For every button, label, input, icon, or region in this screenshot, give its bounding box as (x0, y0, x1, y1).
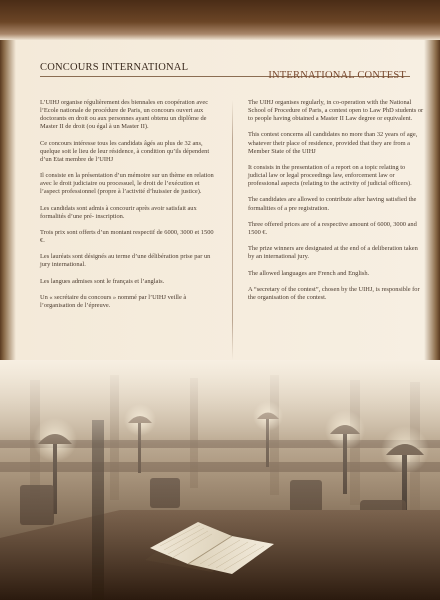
en-paragraph: It consists in the presentation of a report on a topic relating to judicial law or legal proceedings law, enforcement law or professional aspects (relating to the activity of judicial officers). (248, 163, 412, 188)
fr-paragraph: Il consiste en la présentation d’un mémoire sur un thème en relation avec le droit judiciaire ou processuel, le droit de l’exécution et l’aspect professionnel (propre à l’activité d’huissier de justice). (40, 172, 214, 196)
fr-paragraph: Les candidats sont admis à concourir après avoir satisfait aux formalités d’une pré- inscription. (40, 204, 197, 220)
fr-paragraph: Ce concours intéresse tous les candidats âgés au plus de 32 ans, quelque soit le lieu de leur résidence, à condition qu’ils dépendent d’un Etat membre de l’UIHJ (40, 139, 210, 163)
en-paragraph: The candidates are allowed to contribute after having satisfied the formalities of a pre registration. (248, 196, 417, 212)
heading-french: CONCOURS INTERNATIONAL (40, 62, 189, 73)
fr-paragraph: L’UIHJ organise régulièrement des biennales en coopération avec l’Ecole nationale de procédure de Paris, un concours ouvert aux doctorants en droit ou aux personnes ayant obtenu un diplôme de Master II de droit (ou égal à un Master II). (40, 99, 209, 131)
en-paragraph: Three offered prices are of a respective amount of 6000, 3000 and 1500 €. (248, 220, 417, 236)
english-column (248, 99, 424, 310)
top-header-band (0, 0, 440, 40)
library-illustration (0, 360, 440, 600)
french-column (40, 99, 216, 318)
fr-paragraph: Les lauréats sont désignés au terme d’une délibération prise par un jury international. (40, 253, 211, 269)
en-paragraph: The allowed languages are French and English. (248, 269, 370, 277)
en-paragraph: The UIHJ organises regularly, in co-operation with the National School of Procedure of Paris, a contest open to Law PhD students or to people having obtained a Master II Law degree or equivalent. (248, 99, 424, 123)
fr-paragraph: Les langues admises sont le français et l’anglais. (40, 277, 165, 285)
en-paragraph: The prize winners are designated at the end of a deliberation taken by an international jury. (248, 245, 418, 261)
en-paragraph: This contest concerns all candidates no more than 32 years of age, whatever their place of residence, provided that they are from a Member State of the UIHJ (248, 131, 418, 155)
library-photo (0, 360, 440, 600)
column-divider (232, 100, 233, 360)
fr-paragraph: Un « secrétaire du concours » nommé par l’UIHJ veille à l’organisation de l’épreuve. (40, 293, 187, 309)
heading-english: INTERNATIONAL CONTEST (268, 70, 406, 81)
fr-paragraph: Trois prix sont offerts d’un montant respectif de 6000, 3000 et 1500 €. (40, 228, 214, 244)
en-paragraph: A “secretary of the contest”, chosen by the UIHJ, is responsible for the organisation of the contest. (248, 285, 420, 301)
